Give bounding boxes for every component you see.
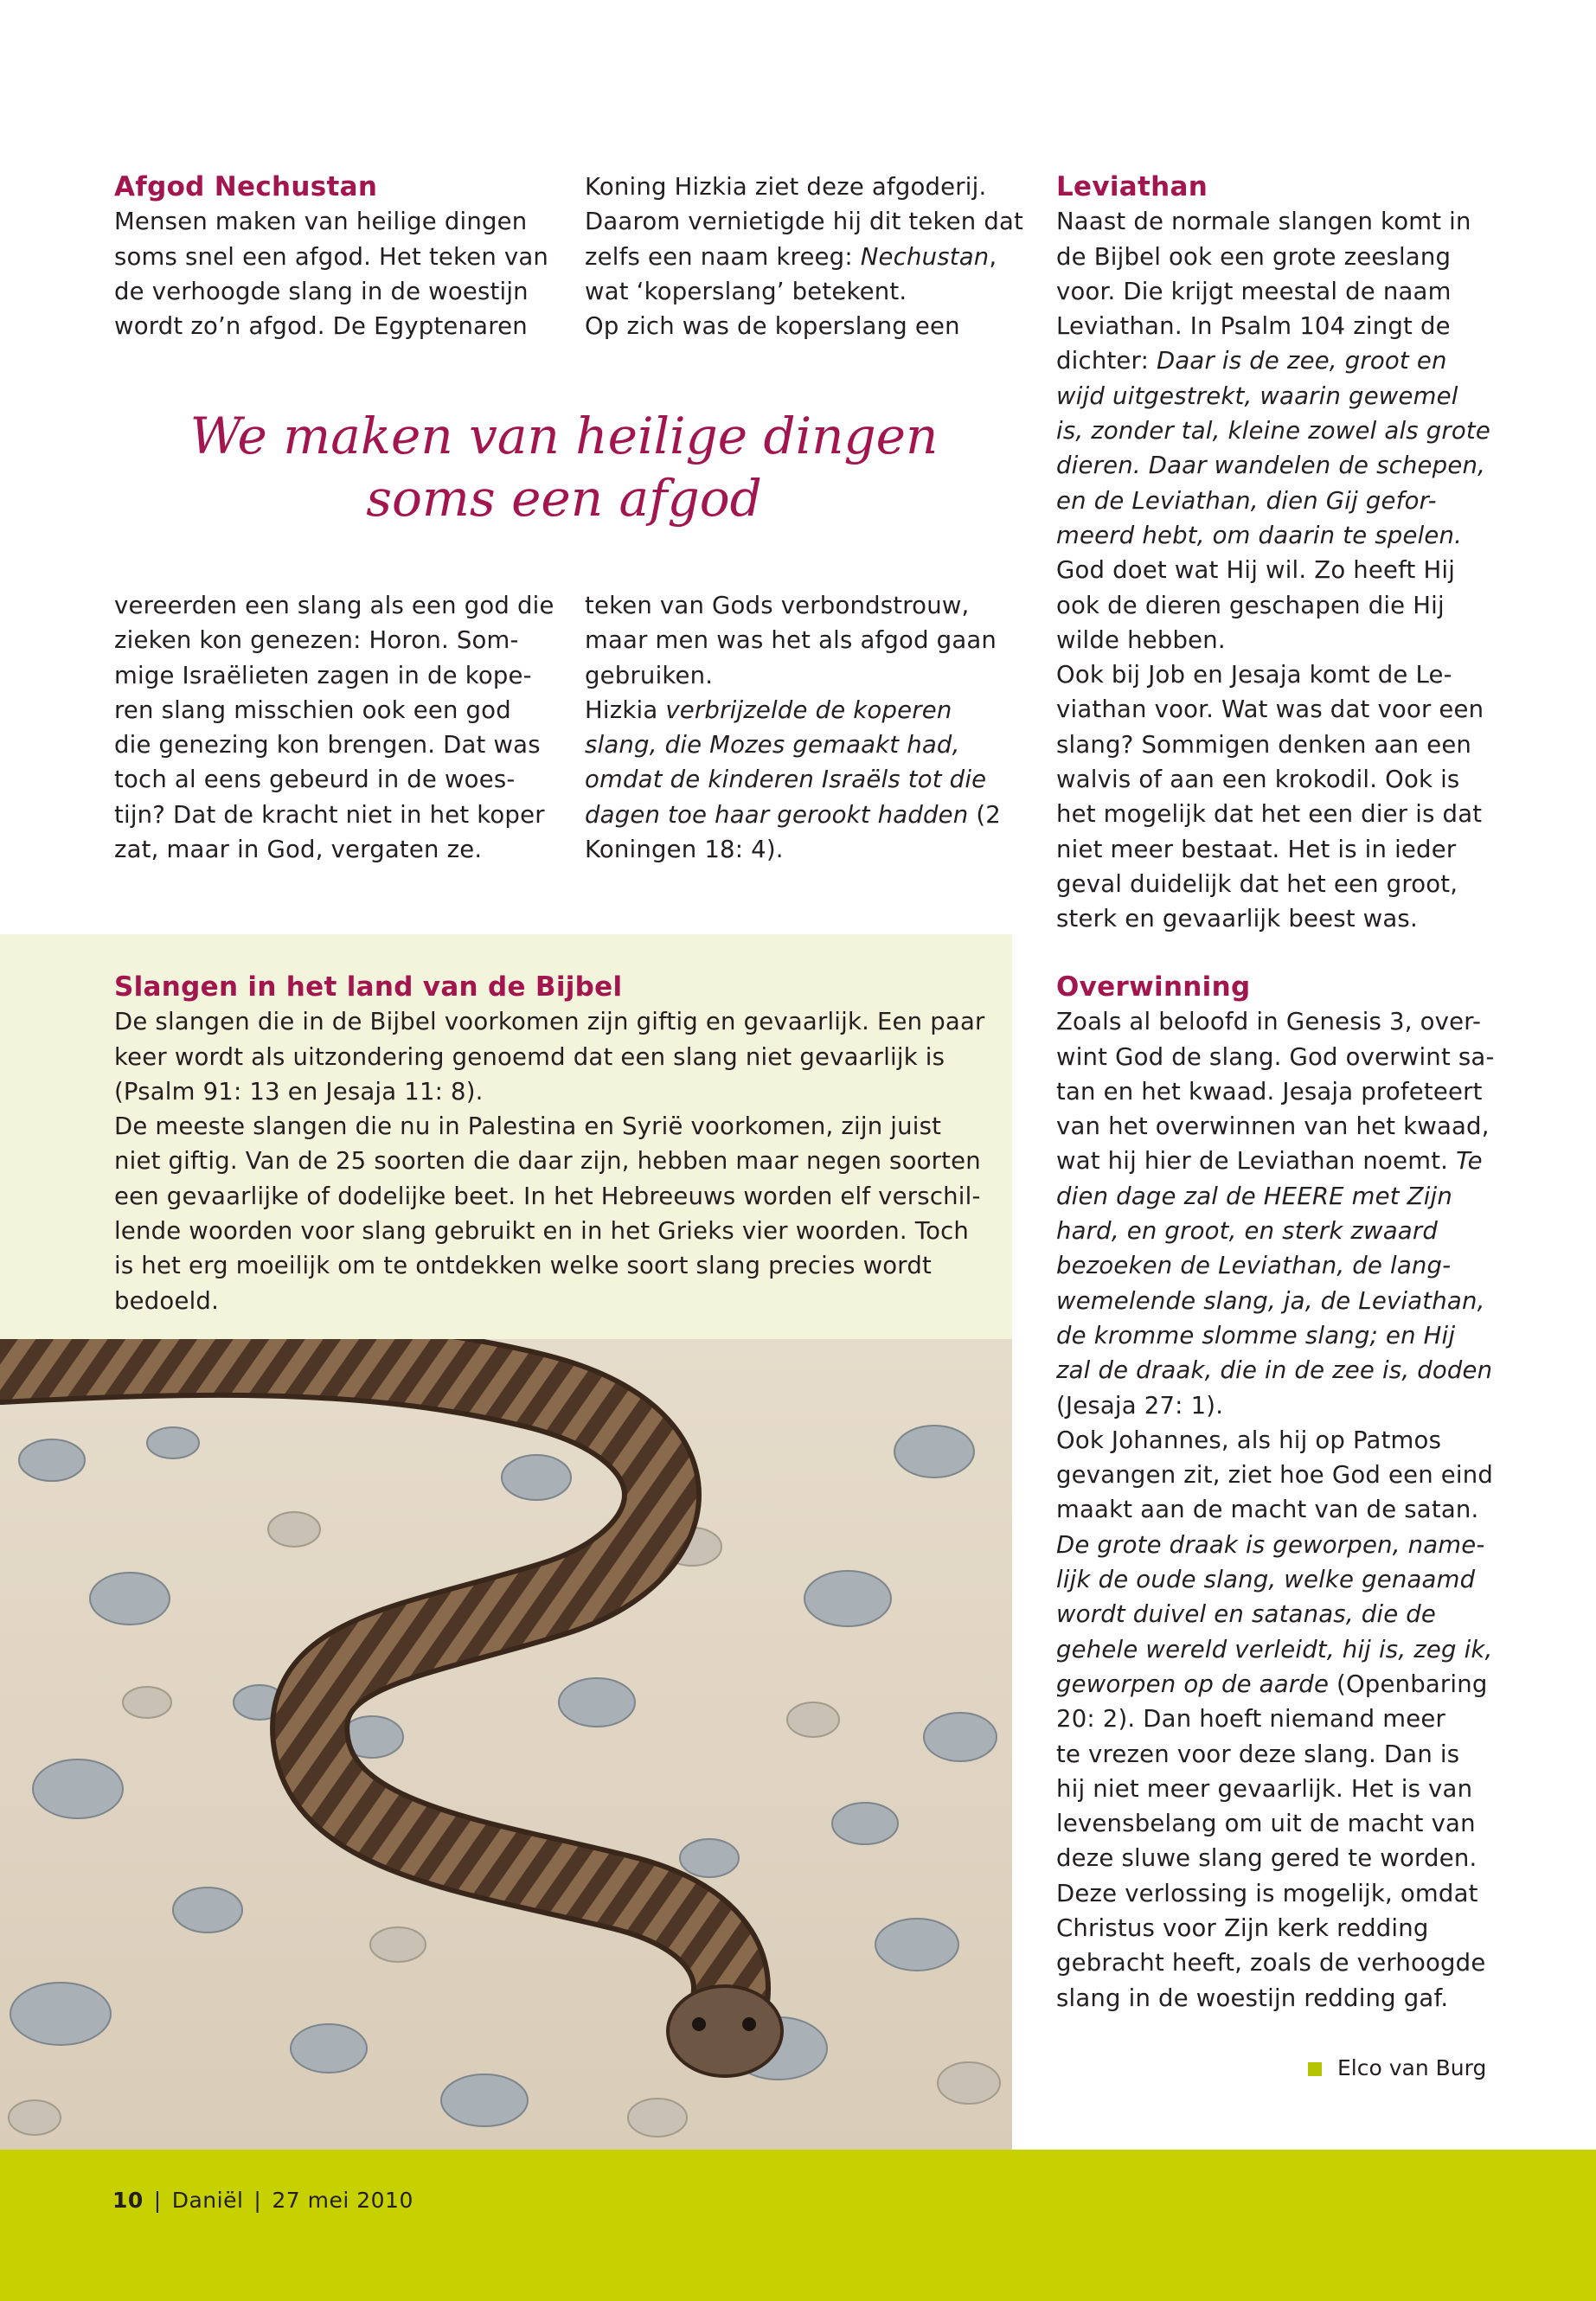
text-line: Daarom vernietigde hij dit teken dat	[585, 208, 1024, 236]
magazine-name: Daniël	[171, 2188, 244, 2213]
footer-folio	[112, 2186, 631, 2215]
text-line: de Bijbel ook een grote zeeslang	[1056, 242, 1452, 271]
text-line: (Jesaja 27: 1).	[1056, 1391, 1224, 1420]
text-line: Ook bij Job en Jesaja komt de Le-	[1056, 661, 1452, 689]
article-col1-bottom	[114, 588, 564, 867]
text-line: gevangen zit, ziet hoe God een eind	[1056, 1461, 1494, 1490]
text-line: De slangen die in de Bijbel voorkomen zijn giftig en gevaarlijk. Een paar	[114, 1008, 985, 1036]
text-line	[1056, 448, 1506, 483]
text-line	[1056, 1667, 1506, 1702]
heading-slangen: Slangen in het land van de Bijbel	[114, 971, 623, 1003]
text-italic: Nechustan	[860, 242, 990, 271]
text-italic: Te	[1456, 1147, 1483, 1176]
text-line: maakt aan de macht van de satan.	[1056, 1496, 1479, 1524]
text-line	[1056, 1562, 1506, 1597]
text-line: De meeste slangen die nu in Palestina en Syrië voorkomen, zijn juist	[114, 1112, 942, 1141]
issue-date: 27 mei 2010	[272, 2188, 413, 2213]
text-italic: Daar is de zee, groot en	[1156, 347, 1447, 375]
text-line: deze sluwe slang gered te worden.	[1056, 1844, 1477, 1873]
text-line: Christus voor Zijn kerk redding	[1056, 1914, 1429, 1943]
text-line: zat, maar in God, vergaten ze.	[114, 836, 483, 864]
text-line: tijn? Dat de kracht niet in het koper	[114, 800, 545, 829]
text-line: gebruiken.	[585, 661, 714, 689]
text-italic: meerd hebt, om daarin te spelen.	[1056, 521, 1463, 549]
text-line: die genezing kon brengen. Dat was	[114, 731, 541, 760]
text-line: niet meer bestaat. Het is in ieder	[1056, 835, 1457, 863]
text-line: wilde hebben.	[1056, 625, 1226, 654]
text-line	[1056, 1144, 1506, 1178]
footer-separator: |	[253, 2188, 262, 2213]
text-line: slang? Sommigen denken aan een	[1056, 730, 1472, 759]
text-line: tan en het kwaad. Jesaja profeteert	[1056, 1077, 1483, 1106]
text-line	[585, 798, 1035, 832]
pull-quote-line: soms een afgod	[366, 469, 762, 528]
text-line: wordt zo’n afgod. De Egyptenaren	[114, 312, 528, 341]
text-line: maar men was het als afgod gaan	[585, 626, 997, 655]
text-line	[1056, 484, 1506, 518]
text-line: slang in de woestijn redding gaf.	[1056, 1984, 1449, 2012]
text-italic: dieren. Daar wandelen de schepen,	[1056, 452, 1486, 480]
text-line: te vrezen voor deze slang. Dan is	[1056, 1740, 1460, 1768]
text-line: hij niet meer gevaarlijk. Het is van	[1056, 1774, 1473, 1803]
text-line: zieken kon genezen: Horon. Som-	[114, 626, 519, 655]
text-line: gebracht heeft, zoals de verhoogde	[1056, 1949, 1486, 1977]
text-line: levensbelang om uit de macht van	[1056, 1810, 1476, 1838]
text-line	[1056, 518, 1506, 553]
text-line	[1056, 1248, 1506, 1283]
text-line: toch al eens gebeurd in de woes-	[114, 766, 516, 794]
text-line: ren slang misschien ook een god	[114, 695, 511, 724]
text-line: wat ‘koperslang’ betekent.	[585, 277, 907, 305]
snake-photo-icon	[0, 1339, 1012, 2150]
article-col2-bottom	[585, 588, 1035, 867]
text-line: van het overwinnen van het kwaad,	[1056, 1112, 1490, 1141]
text-line: voor. Die krijgt meestal de naam	[1056, 277, 1452, 305]
text-italic: dagen toe haar gerookt hadden	[585, 800, 969, 829]
text-italic: wijd uitgestrekt, waarin gewemel	[1056, 381, 1458, 410]
article-leviathan	[1056, 170, 1506, 937]
text-italic: wemelende slang, ja, de Leviathan,	[1056, 1286, 1485, 1315]
text-line: vereerden een slang als een god die	[114, 592, 554, 619]
text-span: dichter:	[1056, 347, 1157, 375]
text-line	[585, 240, 1035, 274]
square-bullet-icon	[1308, 2062, 1322, 2076]
text-line	[1056, 343, 1506, 378]
text-span: (Openbaring	[1329, 1670, 1488, 1698]
author-name: Elco van Burg	[1337, 2055, 1487, 2080]
text-line	[585, 727, 1035, 762]
text-line: Ook Johannes, als hij op Patmos	[1056, 1426, 1442, 1454]
text-line	[1056, 379, 1506, 413]
text-line: keer wordt als uitzondering genoemd dat een slang niet gevaarlijk is	[114, 1042, 945, 1071]
text-italic: gehele wereld verleidt, hij is, zeg ik,	[1056, 1635, 1493, 1663]
text-span: wat hij hier de Leviathan noemt.	[1056, 1147, 1457, 1176]
snake-photo	[0, 1339, 1012, 2150]
text-italic: lijk de oude slang, welke genaamd	[1056, 1566, 1476, 1594]
text-line: (Psalm 91: 13 en Jesaja 11: 8).	[114, 1077, 484, 1106]
text-line: sterk en gevaarlijk beest was.	[1056, 905, 1418, 933]
pull-quote-line: We maken van heilige dingen	[189, 407, 939, 465]
text-line: soms snel een afgod. Het teken van	[114, 242, 549, 271]
pull-quote	[114, 405, 1014, 529]
text-italic: verbrijzelde de koperen	[665, 695, 952, 724]
page-number: 10	[112, 2188, 144, 2213]
text-line	[1056, 413, 1506, 448]
article-afgod-nechustan-top	[114, 170, 564, 343]
heading-afgod-nechustan: Afgod Nechustan	[114, 171, 378, 202]
text-italic: geworpen op de aarde	[1056, 1670, 1330, 1698]
text-line	[1056, 1318, 1506, 1353]
article-overwinning	[1056, 970, 1506, 2016]
info-box-slangen	[114, 970, 1005, 1318]
text-italic: slang, die Mozes gemaakt had,	[585, 731, 960, 760]
text-line: is het erg moeilijk om te ontdekken welke soort slang precies wordt	[114, 1252, 932, 1280]
text-line: de verhoogde slang in de woestijn	[114, 277, 529, 305]
text-italic: is, zonder tal, kleine zowel als grote	[1056, 417, 1491, 445]
text-line: Deze verlossing is mogelijk, omdat	[1056, 1879, 1478, 1907]
text-line: walvis of aan een krokodil. Ook is	[1056, 766, 1460, 794]
text-italic: en de Leviathan, dien Gij gefor-	[1056, 486, 1437, 515]
text-line: Mensen maken van heilige dingen	[114, 208, 528, 236]
text-span: (2	[968, 800, 1002, 829]
author-credit	[1308, 2054, 1567, 2083]
text-line: Naast de normale slangen komt in	[1056, 208, 1471, 236]
text-line	[1056, 1597, 1506, 1631]
text-italic: hard, en groot, en sterk zwaard	[1056, 1217, 1438, 1246]
text-line: Leviathan. In Psalm 104 zingt de	[1056, 312, 1451, 341]
text-line: wint God de slang. God overwint sa-	[1056, 1042, 1495, 1071]
text-line	[585, 762, 1035, 797]
text-line: geval duidelijk dat het een groot,	[1056, 869, 1458, 898]
text-line: teken van Gods verbondstrouw,	[585, 592, 970, 619]
heading-leviathan: Leviathan	[1056, 171, 1208, 202]
text-italic: zal de draak, die in de zee is, doden	[1056, 1356, 1493, 1385]
text-italic: bezoeken de Leviathan, de lang-	[1056, 1252, 1452, 1280]
text-span: ,	[989, 242, 997, 271]
text-line: Koning Hizkia ziet deze afgoderij.	[585, 173, 987, 201]
text-span: zelfs een naam kreeg:	[585, 242, 861, 271]
text-line	[1056, 1528, 1506, 1562]
text-line: lende woorden voor slang gebruikt en in het Grieks vier woorden. Toch	[114, 1217, 970, 1246]
text-line: mige Israëlieten zagen in de kope-	[114, 661, 532, 689]
text-line	[1056, 1214, 1506, 1248]
text-line: viathan voor. Wat was dat voor een	[1056, 695, 1484, 724]
text-line: 20: 2). Dan hoeft niemand meer	[1056, 1705, 1445, 1734]
text-line: niet giftig. Van de 25 soorten die daar zijn, hebben maar negen soorten	[114, 1147, 981, 1176]
text-line: Zoals al beloofd in Genesis 3, over-	[1056, 1008, 1482, 1036]
text-line: een gevaarlijke of dodelijke beet. In het Hebreeuws worden elf verschil-	[114, 1182, 981, 1210]
text-line: het mogelijk dat het een dier is dat	[1056, 800, 1483, 829]
text-line: bedoeld.	[114, 1286, 220, 1315]
article-col2-top	[585, 170, 1035, 343]
text-span: Hizkia	[585, 695, 666, 724]
text-italic: De grote draak is geworpen, name-	[1056, 1530, 1485, 1559]
text-line: ook de dieren geschapen die Hij	[1056, 591, 1445, 619]
footer-band	[0, 2150, 1596, 2301]
text-line: Op zich was de koperslang een	[585, 312, 960, 341]
text-italic: omdat de kinderen Israëls tot die	[585, 766, 987, 794]
heading-overwinning: Overwinning	[1056, 971, 1251, 1003]
text-line	[1056, 1284, 1506, 1318]
text-italic: de kromme slomme slang; en Hij	[1056, 1321, 1456, 1349]
text-italic: dien dage zal de HEERE met Zijn	[1056, 1182, 1453, 1210]
text-line	[585, 693, 1035, 727]
text-line	[1056, 1179, 1506, 1214]
text-line: God doet wat Hij wil. Zo heeft Hij	[1056, 556, 1456, 585]
footer-separator: |	[153, 2188, 162, 2213]
text-italic: wordt duivel en satanas, die de	[1056, 1600, 1437, 1629]
text-line	[1056, 1353, 1506, 1388]
text-line	[1056, 1632, 1506, 1667]
text-line: Koningen 18: 4).	[585, 836, 784, 864]
